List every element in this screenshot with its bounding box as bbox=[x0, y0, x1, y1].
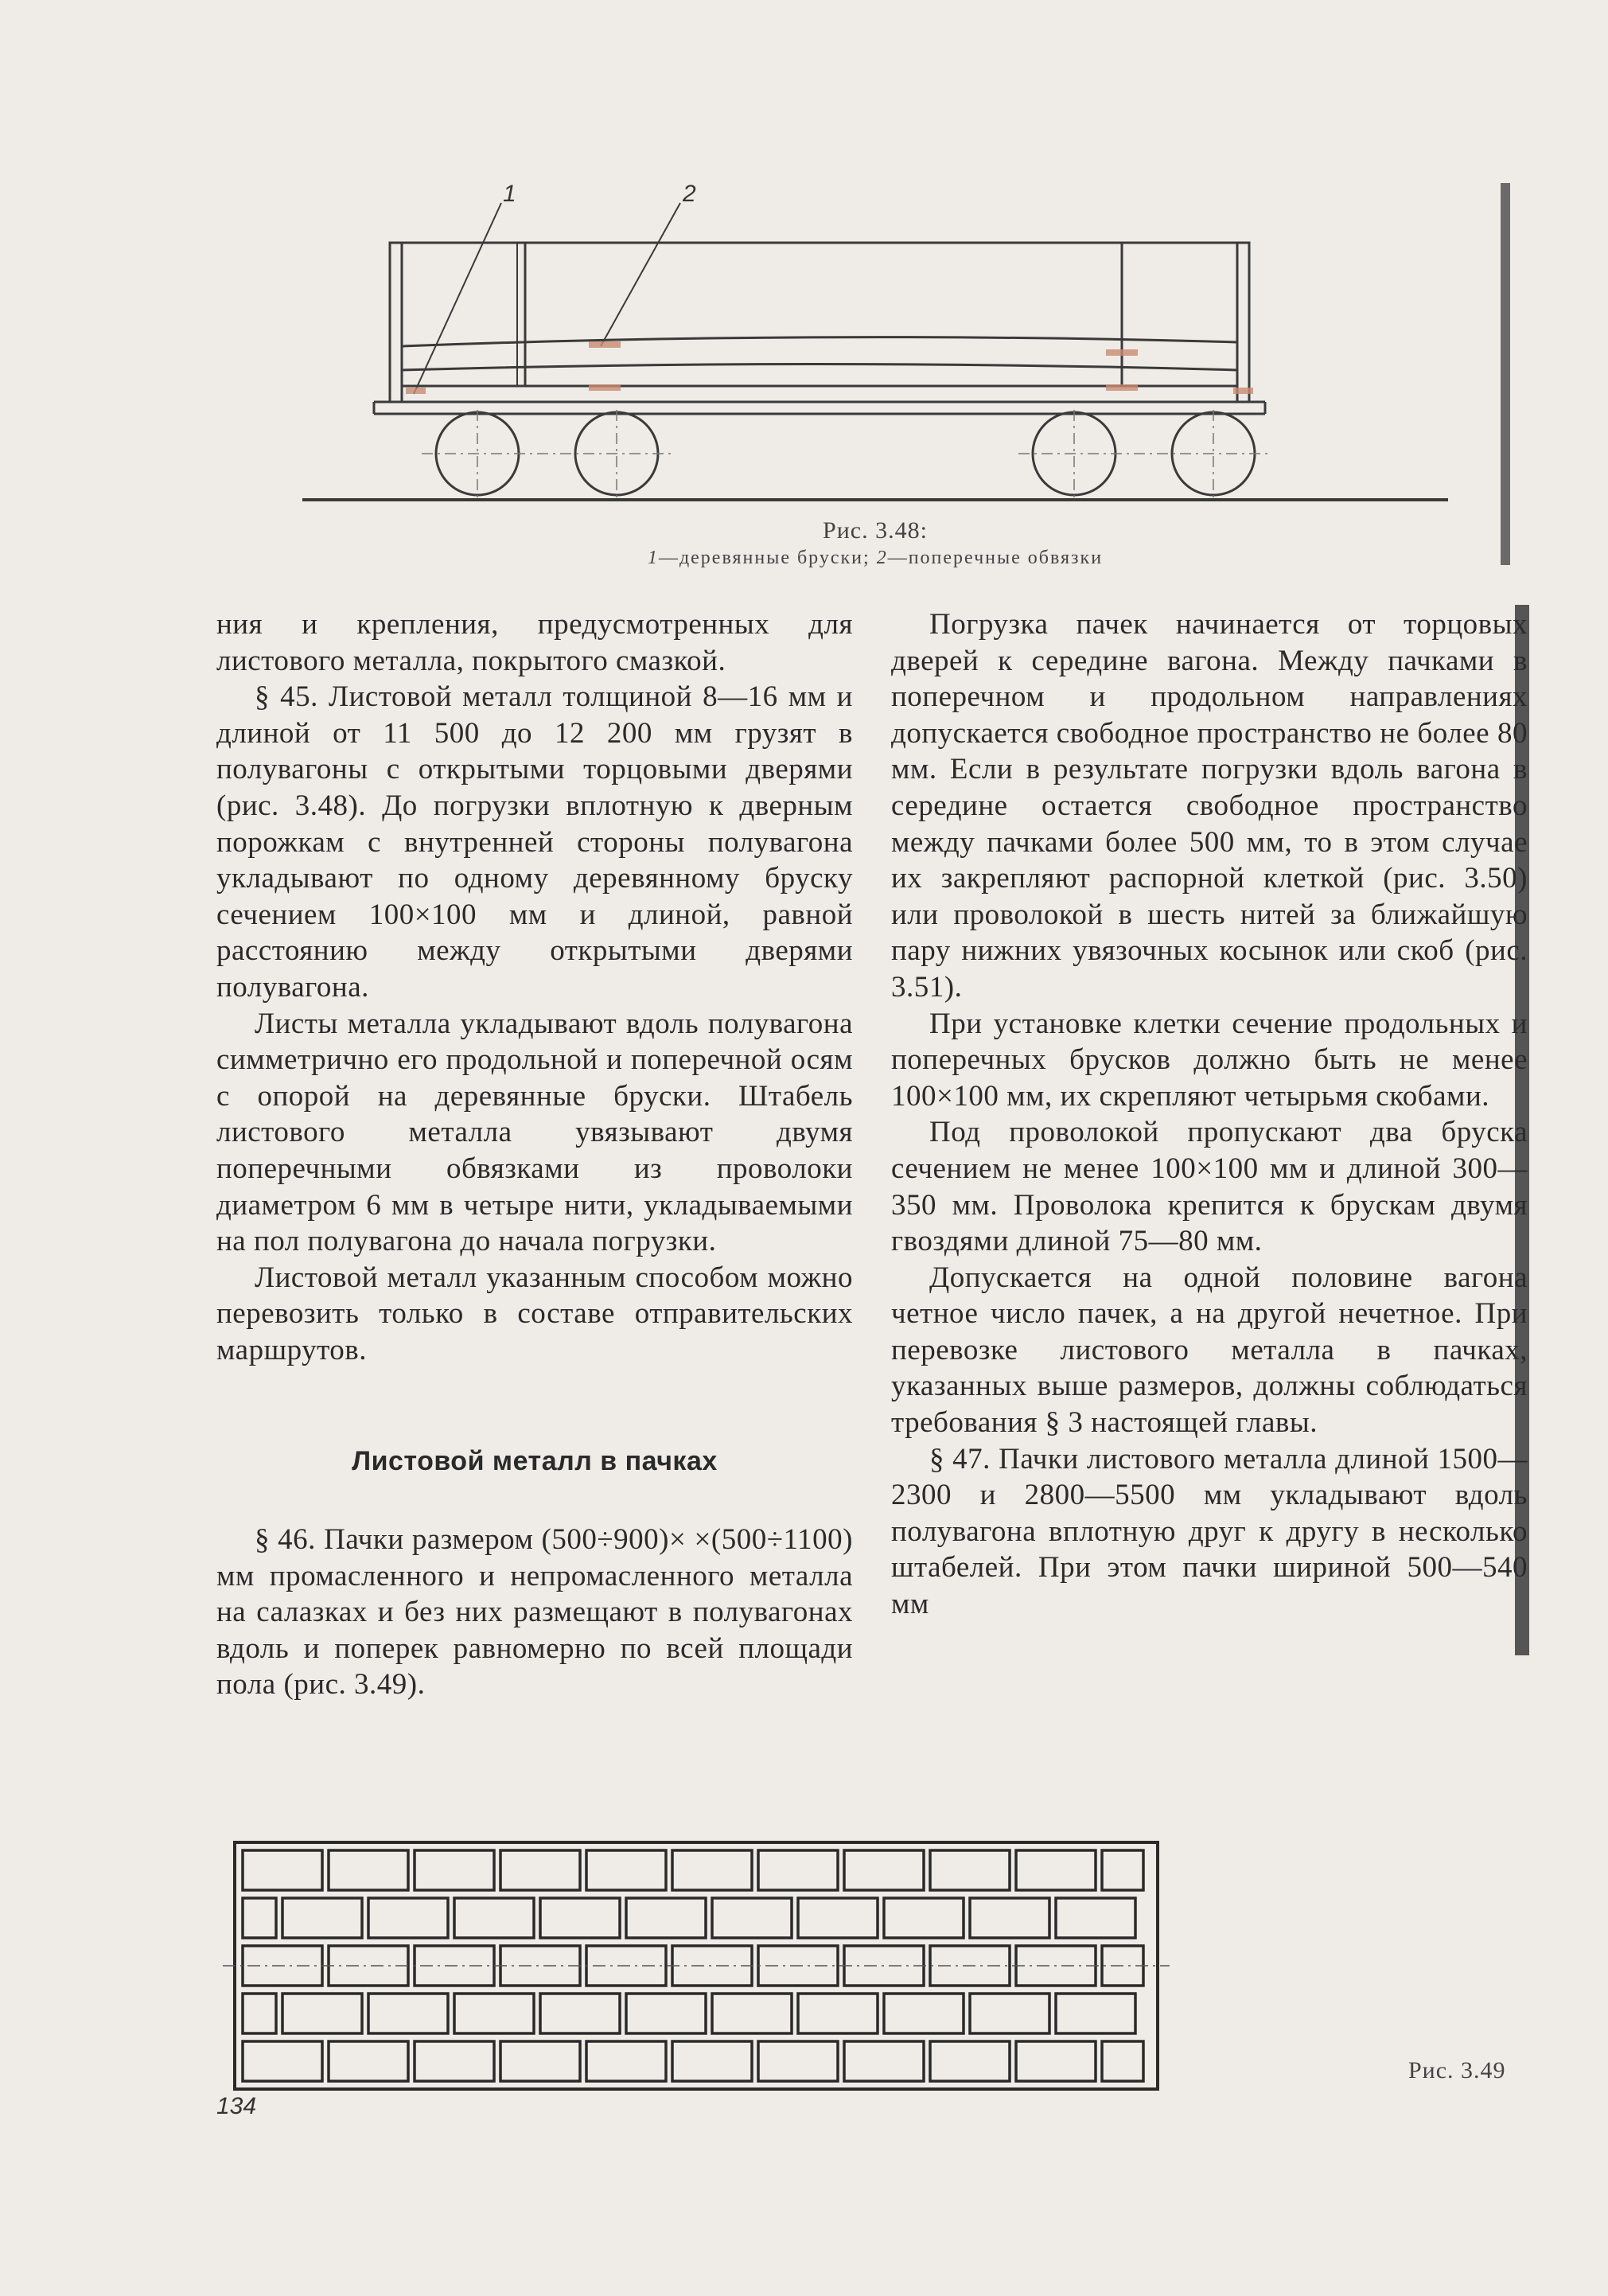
right-column bbox=[891, 606, 1528, 1623]
legend-num-1: 1 bbox=[647, 548, 659, 568]
pack-rect bbox=[586, 2041, 666, 2081]
left-paragraph-1: ния и крепления, предусмотренных для листового металла, покрытого смазкой. bbox=[216, 608, 853, 677]
pack-rect bbox=[282, 1898, 362, 1938]
pack-rect bbox=[243, 1898, 276, 1938]
pack-rect bbox=[712, 1898, 792, 1938]
right-paragraph-3: Под проволокой пропускают два бруска сечением не менее 100×100 мм и длиной 300—350 мм. Проволока крепится к брускам двумя гвоздями длиной 75—80 мм. bbox=[891, 1116, 1528, 1258]
pack-rect bbox=[672, 1850, 752, 1890]
pack-rect bbox=[368, 1994, 448, 2033]
pack-rect bbox=[930, 1850, 1010, 1890]
pack-rect bbox=[1016, 2041, 1096, 2081]
pack-rect bbox=[884, 1898, 964, 1938]
section-heading: Листовой металл в пачках bbox=[352, 1446, 718, 1477]
pack-rect bbox=[1102, 1850, 1143, 1890]
right-paragraph-1: Погрузка пачек начинается от торцовых дверей к середине вагона. Между пачками в поперечном и продольном направлениях допускается свободное пространство не более 80 мм. Если в результате погрузки вдоль вагона в середине остается свободное пространство между пачками более 500 мм, то в этом случае их закрепляют распорной клеткой (рис. 3.50) или проволокой в шесть нитей за ближайшую пару нижних увязочных косынок или скоб (рис. 3.51). bbox=[891, 608, 1528, 1004]
pack-rect bbox=[798, 1994, 878, 2033]
pack-rect bbox=[672, 2041, 752, 2081]
left-paragraph-4: Листовой металл указанным способом можно перевозить только в составе отправительских маршрутов. bbox=[216, 1261, 853, 1366]
pack-rect bbox=[540, 1994, 620, 2033]
pack-rect bbox=[282, 1994, 362, 2033]
pack-rect bbox=[243, 1850, 322, 1890]
pack-rect bbox=[758, 2041, 838, 2081]
pack-rect bbox=[415, 1850, 494, 1890]
pack-rect bbox=[626, 1994, 706, 2033]
pack-rect bbox=[500, 2041, 580, 2081]
legend-text-1: —деревянные бруски; bbox=[658, 548, 877, 568]
pack-rect bbox=[884, 1994, 964, 2033]
page-number: 134 bbox=[216, 2093, 257, 2119]
callout-1: 1 bbox=[503, 181, 516, 207]
pack-rect bbox=[970, 1898, 1049, 1938]
pack-rect bbox=[243, 1994, 276, 2033]
pack-rect bbox=[1016, 1850, 1096, 1890]
right-paragraph-2: При установке клетки сечение продольных и поперечных брусков должно быть не менее 100×100 мм, их скрепляют четырьмя скобами. bbox=[891, 1007, 1528, 1113]
pack-rect bbox=[500, 1850, 580, 1890]
pack-rect bbox=[454, 1898, 534, 1938]
pack-rect bbox=[1056, 1898, 1135, 1938]
pack-rect bbox=[844, 2041, 924, 2081]
legend-text-2: —поперечные обвязки bbox=[887, 548, 1104, 568]
pack-rect bbox=[844, 1850, 924, 1890]
pack-rect bbox=[243, 2041, 322, 2081]
pack-rect bbox=[329, 2041, 408, 2081]
callout-2: 2 bbox=[683, 181, 696, 207]
right-paragraph-5: § 47. Пачки листового металла длиной 1500—2300 и 2800—5500 мм укладывают вдоль полувагона вплотную друг к другу в несколько штабелей. При этом пачки шириной 500—540 мм bbox=[891, 1442, 1528, 1621]
pack-rect bbox=[454, 1994, 534, 2033]
pack-rect bbox=[930, 2041, 1010, 2081]
left-paragraph-3: Листы металла укладывают вдоль полувагона симметрично его продольной и поперечной осям с опорой на деревянные бруски. Штабель листового металла увязывают двумя поперечными обвязками из проволоки диаметром 6 мм в четыре нити, укладываемыми на пол полувагона до начала погрузки. bbox=[216, 1007, 853, 1258]
pack-rect bbox=[626, 1898, 706, 1938]
pack-rect bbox=[368, 1898, 448, 1938]
pack-rect bbox=[1056, 1994, 1135, 2033]
legend-num-2: 2 bbox=[876, 548, 888, 568]
left-paragraph-2: § 45. Листовой металл толщиной 8—16 мм и длиной от 11 500 до 12 200 мм грузят в полувагоны с открытыми торцовыми дверями (рис. 3.48). До погрузки вплотную к дверным порожкам с внутренней стороны полувагона укладывают по одному деревянному бруску сечением 100×100 мм и длиной, равной расстоянию между открытыми дверями полувагона. bbox=[216, 680, 853, 1004]
scan-edge-top bbox=[1501, 183, 1510, 565]
figure-3-48-caption bbox=[302, 517, 1448, 569]
pack-rect bbox=[586, 1850, 666, 1890]
caption-legend bbox=[302, 548, 1448, 569]
pack-rect bbox=[415, 2041, 494, 2081]
right-paragraph-4: Допускается на одной половине вагона четное число пачек, а на другой нечетное. При перевозке листового металла в пачках, указанных выше размеров, должны соблюдаться требования § 3 настоящей главы. bbox=[891, 1261, 1528, 1440]
left-column bbox=[216, 606, 853, 1703]
figure-3-49-pack-layout bbox=[223, 1834, 1178, 2097]
pack-rect bbox=[798, 1898, 878, 1938]
pack-rect bbox=[758, 1850, 838, 1890]
left-paragraph-5: § 46. Пачки размером (500÷900)× ×(500÷1100) мм промасленного и непромасленного металла на салазках и без них размещают в полувагонах вдоль и поперек равномерно по всей площади пола (рис. 3.49). bbox=[216, 1523, 853, 1702]
pack-rect bbox=[970, 1994, 1049, 2033]
pack-rect bbox=[540, 1898, 620, 1938]
pack-rect bbox=[712, 1994, 792, 2033]
figure-3-48-wagon-drawing bbox=[302, 179, 1448, 513]
figure-3-49-caption: Рис. 3.49 bbox=[1408, 2057, 1506, 2084]
pack-rect bbox=[1102, 2041, 1143, 2081]
pack-rect bbox=[329, 1850, 408, 1890]
caption-title: Рис. 3.48: bbox=[823, 517, 928, 544]
